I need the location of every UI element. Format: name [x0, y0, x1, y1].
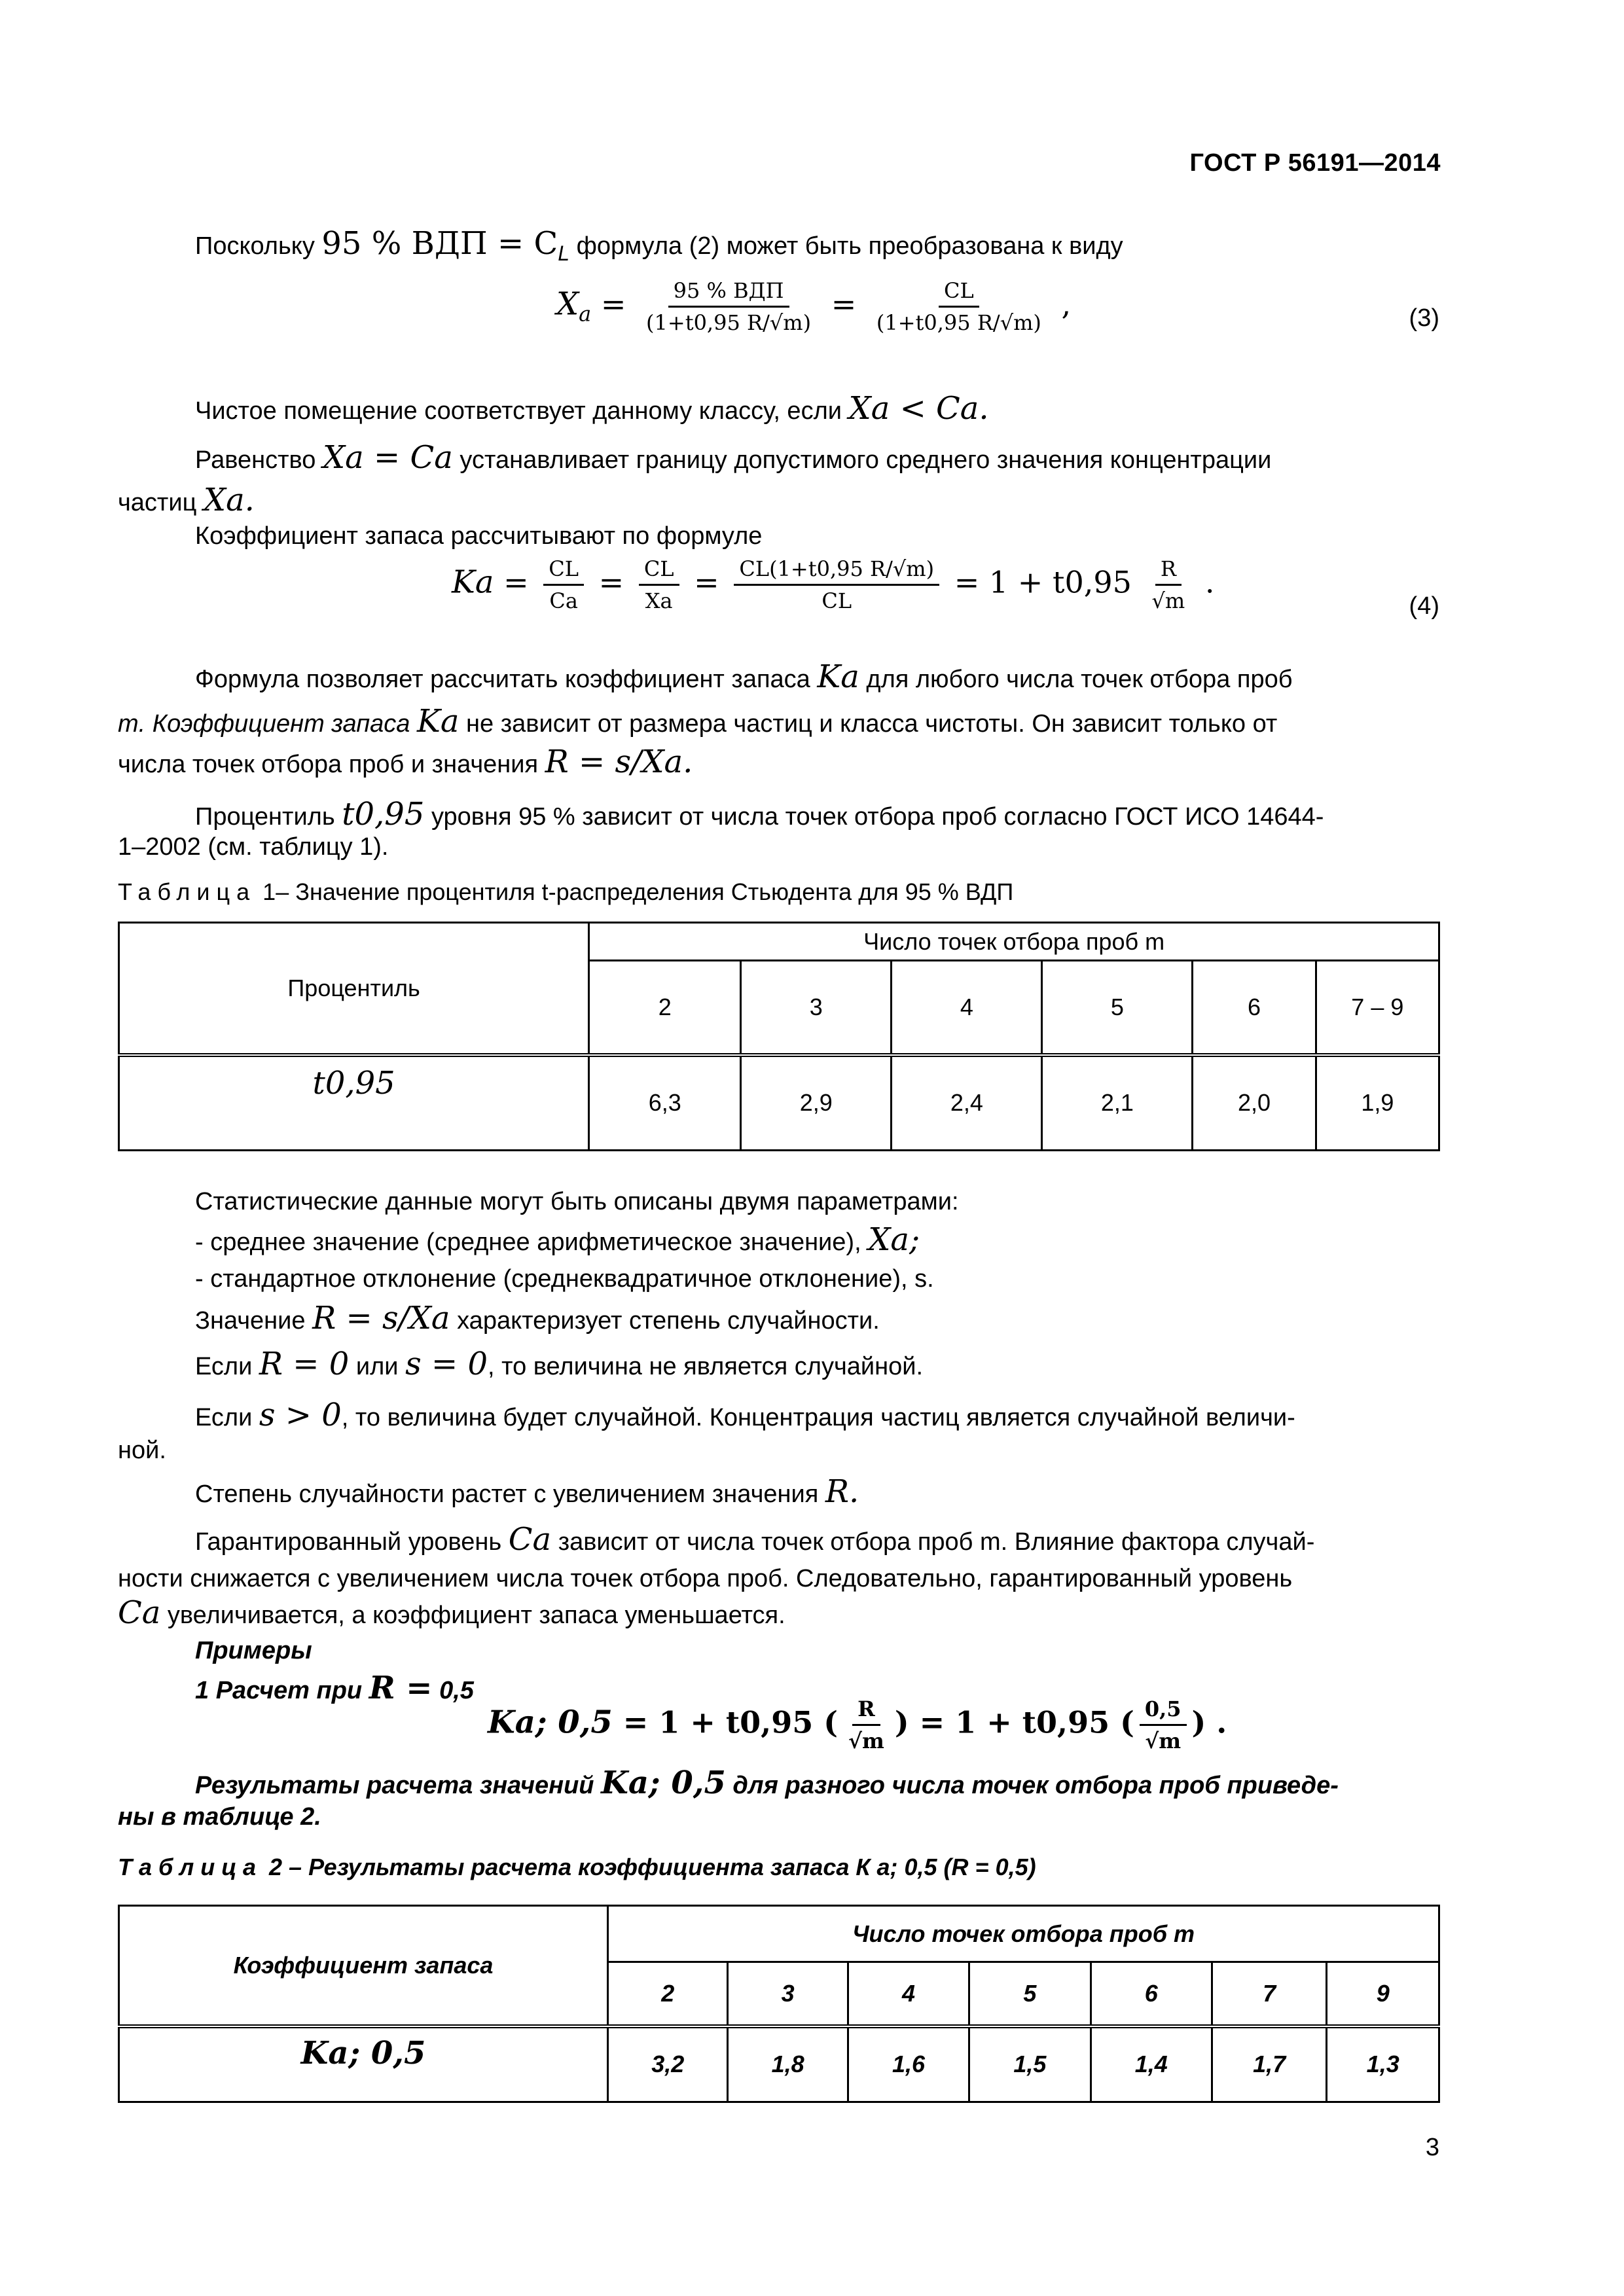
table-1-col: 5 — [1042, 961, 1193, 1055]
equation-4-number: (4) — [1409, 592, 1439, 620]
table-1-col: 3 — [741, 961, 892, 1055]
eq3-lhs: X — [556, 285, 579, 323]
example-1-text: 1 Расчет при — [195, 1677, 363, 1704]
stats-line-7 — [195, 1473, 859, 1510]
table-2-group-header: Число точек отбора проб m — [608, 1906, 1439, 1962]
table-1-row-label-text: t0,95 — [312, 1064, 395, 1102]
table-1-col: 7 – 9 — [1316, 961, 1439, 1055]
table-2-col: 5 — [969, 1962, 1091, 2026]
example-eq-f2-den: √m — [1145, 1729, 1182, 1753]
stats-8a: Гарантированный уровень — [195, 1528, 502, 1556]
percentile-1a: Процентиль — [195, 803, 335, 831]
eq3-fraction-1 — [641, 278, 816, 335]
eq4-tail: = 1 + t0,95 — [954, 564, 1132, 600]
example-eq-f2-num: 0,5 — [1140, 1696, 1187, 1726]
stats-5a: Если — [195, 1353, 253, 1380]
equality-cont-math: Xa. — [203, 482, 255, 518]
table-2 — [118, 1905, 1440, 2103]
table-2-value: 1,4 — [1091, 2026, 1212, 2102]
eq3-lhs-sub: a — [579, 301, 592, 327]
stats-7a: Степень случайности растет с увеличением значения — [195, 1480, 819, 1508]
eq4-f3-den: CL — [821, 588, 852, 613]
eq4-fraction-3 — [734, 556, 939, 613]
table-2-value: 1,7 — [1212, 2026, 1326, 2102]
stats-8d-text: увеличивается, а коэффициент запаса уменьшается. — [167, 1602, 785, 1629]
table-1-value: 6,3 — [589, 1055, 741, 1151]
stats-line-2 — [195, 1221, 920, 1258]
paragraph-percentile-2: 1–2002 (см. таблицу 1). — [118, 833, 389, 861]
stats-line-3: - стандартное отклонение (среднеквадратичное отклонение), s. — [195, 1265, 934, 1293]
table-2-col: 2 — [608, 1962, 728, 2026]
equality-cont-text: частиц — [118, 489, 197, 516]
example-1-value: 0,5 — [439, 1677, 474, 1704]
page-number: 3 — [1425, 2134, 1439, 2161]
paragraph-coefficient: Коэффициент запаса рассчитывают по формуле — [195, 522, 763, 550]
eq4-f2-num: CL — [639, 556, 679, 586]
eq3-numerator-2: CL — [939, 278, 979, 308]
table-1-group-header: Число точек отбора проб m — [589, 923, 1439, 961]
equality-prefix: Равенство — [195, 446, 316, 474]
explain-3m: R = s/Xa. — [545, 744, 693, 780]
table-2-value: 1,8 — [728, 2026, 848, 2102]
table-1-value: 1,9 — [1316, 1055, 1439, 1151]
paragraph-equality — [118, 435, 1440, 482]
stats-line-6-cont: ной. — [118, 1437, 166, 1464]
example-equation: Ka; 0,5 = 1 + t0,95 ( $\frac{R}{√m}$ ) = 1 + t0,95 ( $\frac{0,5}{√m}$ ) . — [488, 1696, 1227, 1753]
eq4-f1-num: CL — [543, 556, 584, 586]
table-2-row-header: Коэффициент запаса — [119, 1906, 608, 2026]
equation-3-number: (3) — [1409, 304, 1439, 332]
intro-text-suffix: формула (2) может быть преобразована к виду — [576, 232, 1123, 260]
paragraph-formula-explain-1 — [118, 655, 1440, 702]
stats-5b: или — [355, 1353, 399, 1380]
stats-7m: R. — [825, 1473, 859, 1510]
stats-4a: Значение — [195, 1307, 306, 1335]
table-1-value: 2,4 — [892, 1055, 1042, 1151]
example-1-math: R = — [369, 1670, 433, 1706]
stats-6a: Если — [195, 1404, 253, 1431]
percentile-1b: уровня 95 % зависит от числа точек отбора проб согласно ГОСТ ИСО 14644- — [431, 803, 1324, 831]
table-2-value: 1,6 — [848, 2026, 969, 2102]
examples-title: Примеры — [195, 1637, 312, 1664]
stats-8m: Ca — [508, 1521, 552, 1558]
stats-line-8-cont: ности снижается с увеличением числа точек отбора проб. Следовательно, гарантированный уровень — [118, 1565, 1293, 1592]
stats-5m1: R = 0 — [259, 1346, 350, 1382]
stats-6b: , то величина будет случайной. Концентрация частиц является случайной величи- — [341, 1404, 1295, 1431]
eq3-numerator-1: 95 % ВДП — [668, 278, 789, 308]
eq4-f2-den: Xa — [645, 588, 673, 613]
example-eq-f1-den: √m — [848, 1729, 884, 1753]
explain-1m: Ka — [817, 658, 859, 695]
equality-math: Xa = Ca — [322, 439, 453, 476]
eq4-f1-den: Ca — [549, 588, 578, 613]
percentile-1m: t0,95 — [342, 796, 425, 833]
stats-line-5 — [195, 1348, 923, 1382]
explain-2a: m. Коэффициент запаса — [118, 710, 410, 738]
stats-4m: R = s/Xa — [312, 1300, 450, 1336]
table-1-value: 2,1 — [1042, 1055, 1193, 1151]
explain-1a: Формула позволяет рассчитать коэффициент запаса — [195, 666, 810, 693]
eq4-fraction-4 — [1147, 556, 1191, 613]
results-1m: Ka; 0,5 — [601, 1765, 726, 1801]
explain-3a: числа точек отбора проб и значения — [118, 751, 539, 778]
stats-4b: характеризует степень случайности. — [457, 1307, 880, 1335]
paragraph-class-condition — [195, 390, 989, 427]
table-1-caption-word: Таблица — [118, 878, 257, 905]
eq4-f4-den: √m — [1151, 588, 1185, 613]
eq3-denominator-2: (1+t0,95 R/√m) — [876, 310, 1041, 335]
table-2-caption-word: Таблица — [118, 1854, 263, 1880]
example-eq-mid: = 1 + t0,95 — [623, 1704, 814, 1740]
table-2-col: 9 — [1327, 1962, 1439, 2026]
explain-1b: для любого числа точек отбора проб — [866, 666, 1293, 693]
table-2-value: 3,2 — [608, 2026, 728, 2102]
eq4-fraction-1 — [543, 556, 584, 613]
paragraph-equality-cont — [118, 484, 255, 518]
explain-2b: не зависит от размера частиц и класса чистоты. Он зависит только от — [466, 710, 1278, 738]
stats-6m: s > 0 — [259, 1397, 342, 1433]
class-condition-math: Xa < Ca. — [848, 390, 989, 427]
intro-math-sub: L — [558, 242, 570, 265]
table-1-col: 2 — [589, 961, 741, 1055]
stats-5c: , то величина не является случайной. — [487, 1353, 924, 1380]
standard-header: ГОСТ Р 56191—2014 — [1189, 149, 1441, 177]
table-1-row-label — [119, 1055, 589, 1151]
stats-line-1: Статистические данные могут быть описаны двумя параметрами: — [195, 1188, 959, 1215]
paragraph-formula-explain-2 — [118, 699, 1440, 746]
eq4-lhs: Ka — [452, 564, 494, 601]
table-2-row-label — [119, 2026, 608, 2102]
table-1-row-header: Процентиль — [119, 923, 589, 1055]
table-1-caption — [118, 878, 1013, 906]
class-condition-text: Чистое помещение соответствует данному классу, если — [195, 397, 842, 425]
stats-8b: зависит от числа точек отбора проб m. Влияние фактора случай- — [558, 1528, 1315, 1556]
equality-suffix: устанавливает границу допустимого среднего значения концентрации — [460, 446, 1272, 474]
eq4-f3-num: CL(1+t0,95 R/√m) — [734, 556, 939, 586]
results-line-2: ны в таблице 2. — [118, 1803, 321, 1831]
results-1b: для разного числа точек отбора проб приведе- — [732, 1772, 1339, 1799]
table-1 — [118, 922, 1440, 1151]
stats-2m: Xa; — [868, 1221, 920, 1258]
example-eq-lhs: Ka; 0,5 — [488, 1704, 613, 1741]
table-2-row-label-text: Ka; 0,5 — [300, 2034, 426, 2072]
table-2-caption-text: 2 – Результаты расчета коэффициента запаса К a; 0,5 (R = 0,5) — [269, 1854, 1036, 1880]
eq4-f4-num: R — [1155, 556, 1182, 586]
intro-text: Поскольку — [195, 232, 315, 260]
stats-8d-math: Ca — [118, 1594, 161, 1631]
example-eq-f1-num: R — [852, 1696, 880, 1726]
table-1-caption-text: 1– Значение процентиля t-распределения Стьюдента для 95 % ВДП — [262, 878, 1014, 905]
table-2-value: 1,3 — [1327, 2026, 1439, 2102]
table-2-col: 7 — [1212, 1962, 1326, 2026]
stats-5m2: s = 0 — [405, 1346, 488, 1382]
results-1a: Результаты расчета значений — [195, 1772, 594, 1799]
table-2-col: 6 — [1091, 1962, 1212, 2026]
table-2-col: 4 — [848, 1962, 969, 2026]
table-2-value: 1,5 — [969, 2026, 1091, 2102]
table-2-caption — [118, 1854, 1036, 1881]
equation-3: $X_a$ = $\frac{\text{95 \% ВДП}}{(1+t0,95 R/√m)}$ = $\frac{CL}{(1+t0,95 R/√m)}$ , — [556, 278, 1072, 335]
table-1-value: 2,0 — [1193, 1055, 1316, 1151]
paragraph-intro — [195, 225, 1123, 269]
example-1-heading — [195, 1672, 474, 1706]
example-eq-mid2: = 1 + t0,95 — [919, 1704, 1110, 1740]
stats-2a: - среднее значение (среднее арифметическое значение), — [195, 1229, 861, 1256]
example-eq-fraction-2 — [1140, 1696, 1187, 1753]
stats-line-8-end — [118, 1594, 785, 1631]
table-1-col: 6 — [1193, 961, 1316, 1055]
example-eq-fraction-1 — [843, 1696, 890, 1753]
eq3-denominator-1: (1+t0,95 R/√m) — [646, 310, 812, 335]
paragraph-formula-explain-3 — [118, 746, 693, 780]
equation-4: Ka = $\frac{CL}{Ca}$ = $\frac{CL}{Xa}$ = $\frac{CL(1+t0,95 R/√m)}{CL}$ = 1 + t0,95 $\frac{R}{√m}$ . — [452, 556, 1215, 613]
intro-math: 95 % ВДП = C — [321, 225, 558, 262]
table-1-value: 2,9 — [741, 1055, 892, 1151]
stats-line-4 — [195, 1302, 880, 1336]
stats-line-6 — [118, 1393, 1440, 1440]
table-1-col: 4 — [892, 961, 1042, 1055]
eq4-fraction-2 — [639, 556, 679, 613]
eq3-fraction-2 — [871, 278, 1047, 335]
table-2-col: 3 — [728, 1962, 848, 2026]
explain-2m: Ka — [417, 703, 460, 740]
